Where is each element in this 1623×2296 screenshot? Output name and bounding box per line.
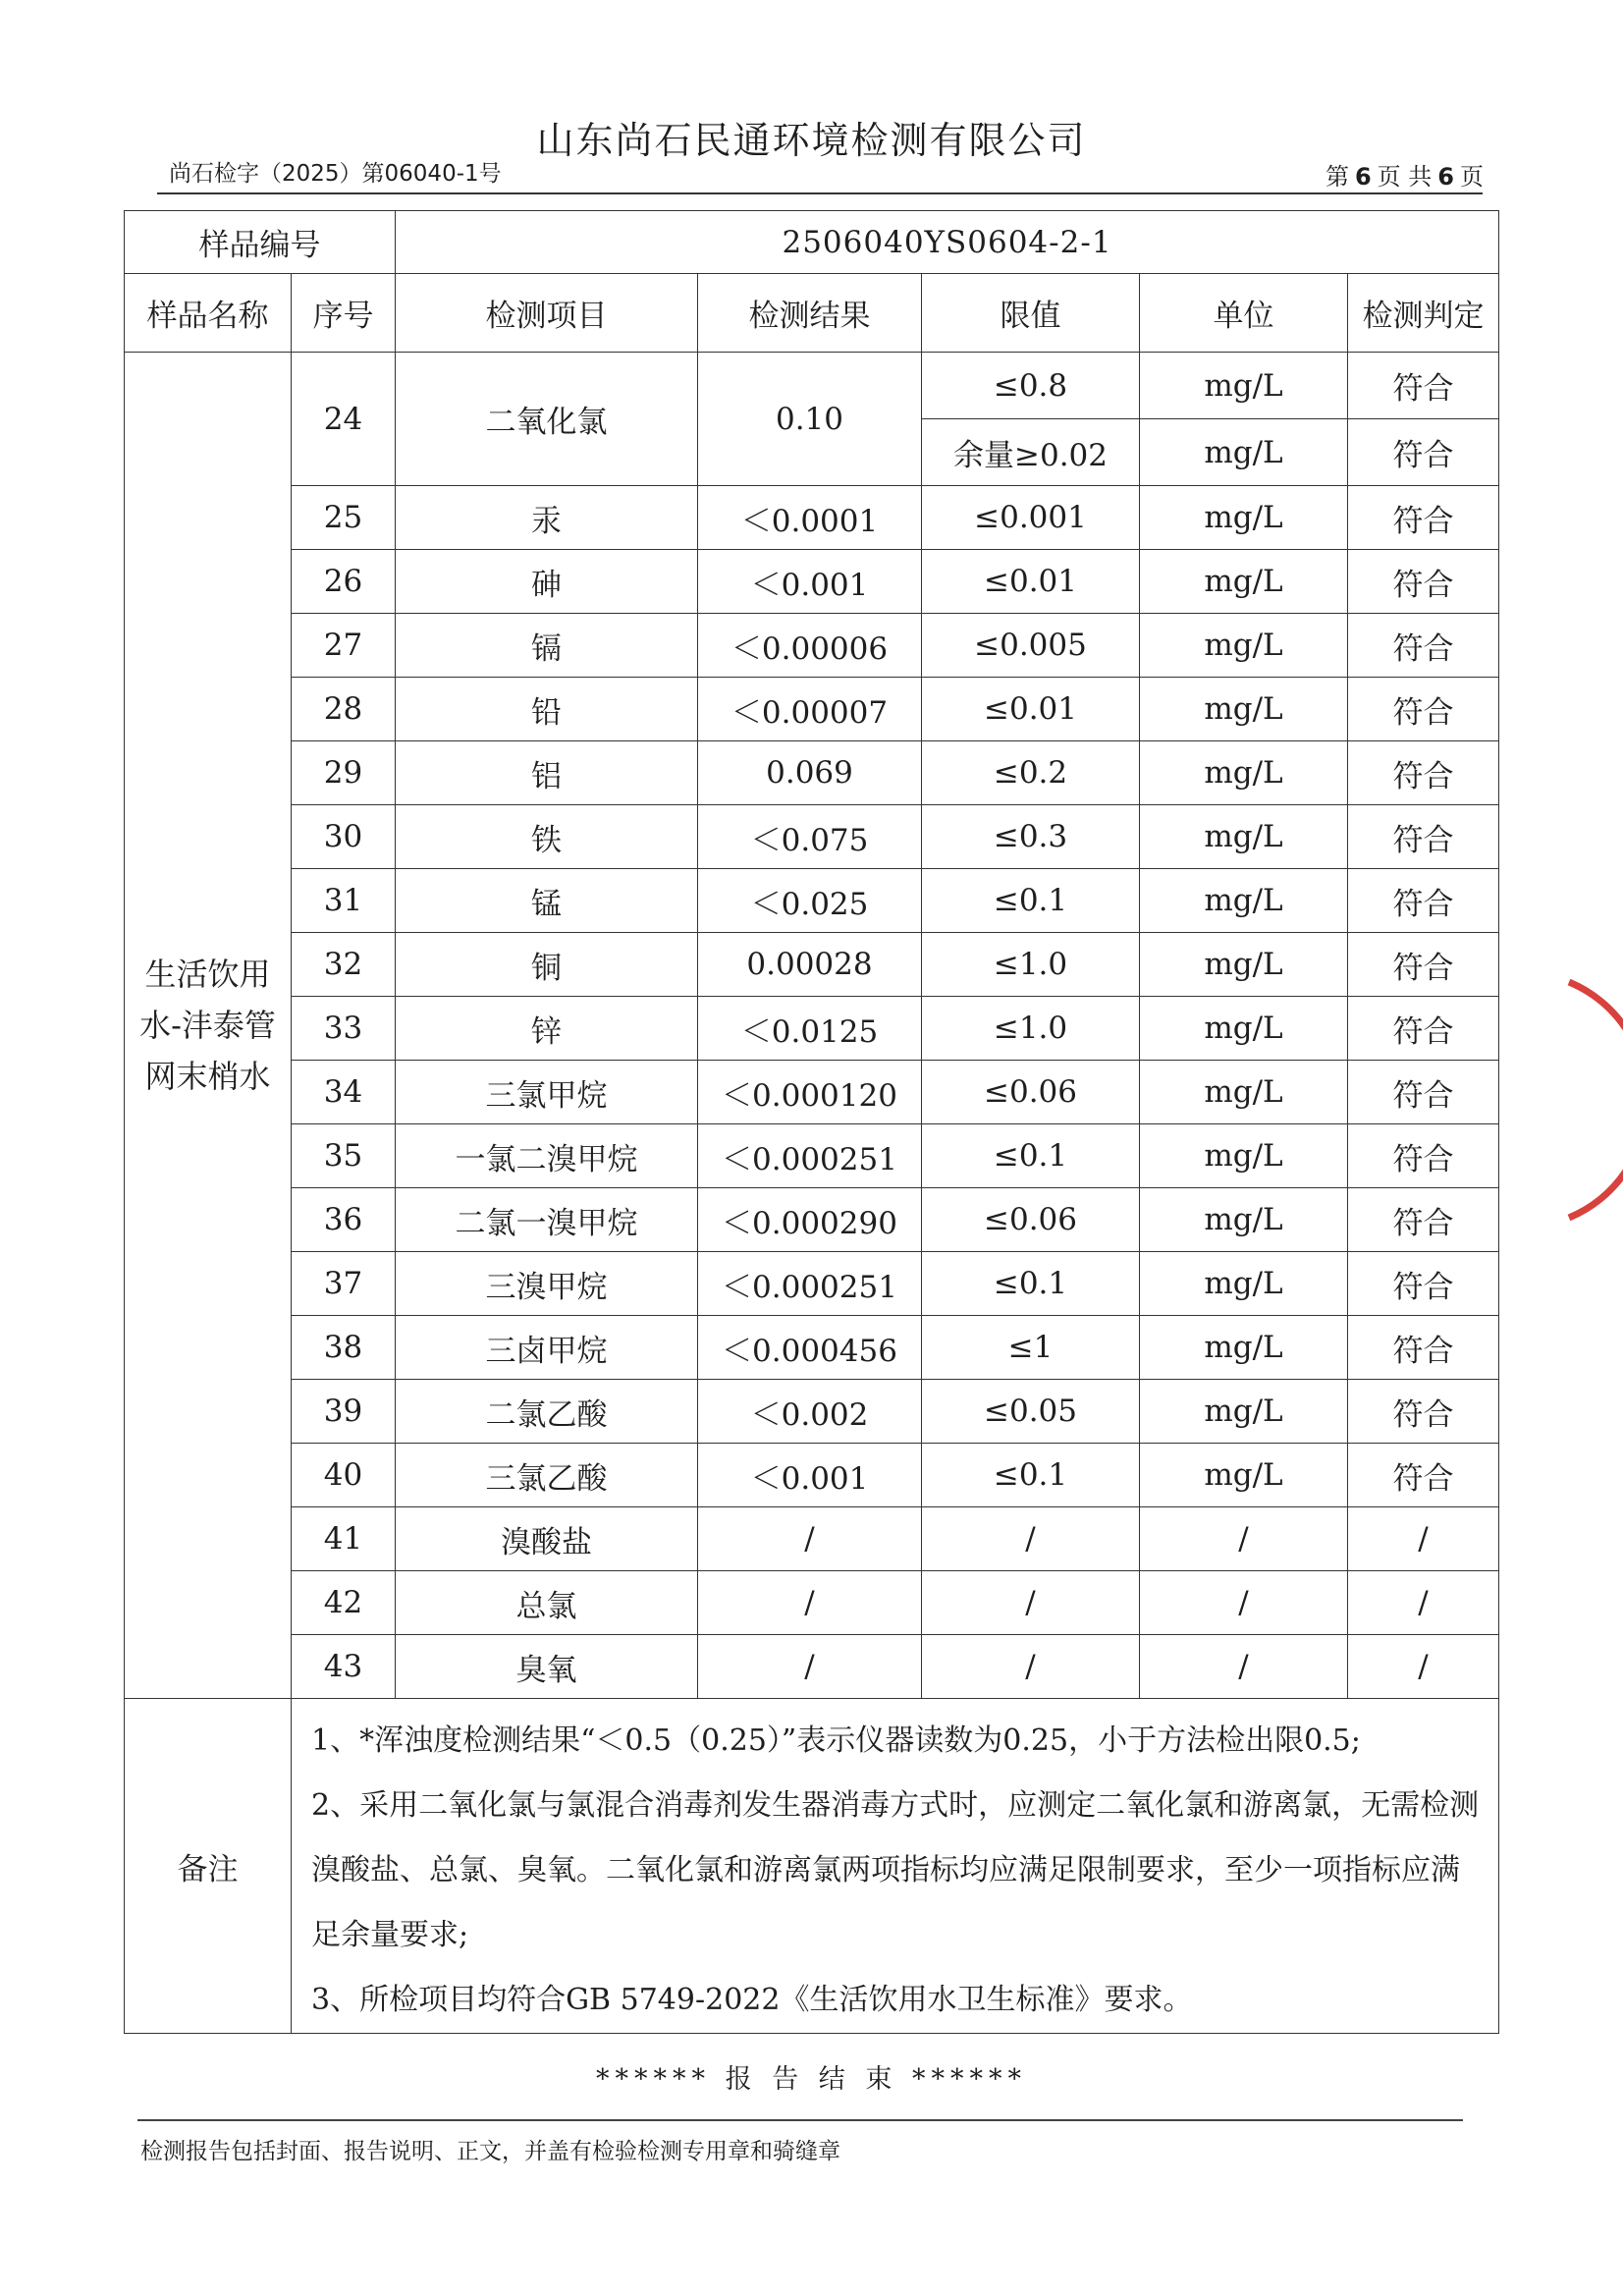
row-judgement: 符合: [1348, 1380, 1499, 1444]
results-table: [124, 210, 1499, 2034]
col-result: 检测结果: [698, 274, 922, 353]
row-judgement: 符合: [1348, 486, 1499, 550]
table-row: [125, 869, 1499, 933]
row-limit: ≤0.8: [922, 353, 1140, 419]
row-item: 一氯二溴甲烷: [396, 1124, 698, 1188]
remark-line-2: 2、采用二氧化氯与氯混合消毒剂发生器消毒方式时，应测定二氧化氯和游离氯，无需检测溴酸盐、总氯、臭氧。二氧化氯和游离氯两项指标均应满足限制要求，至少一项指标应满足余量要求;: [311, 1788, 1480, 1952]
row-unit: mg/L: [1140, 1124, 1348, 1188]
table-row: [125, 1507, 1499, 1571]
table-row: [125, 997, 1499, 1061]
row-item: 汞: [396, 486, 698, 550]
company-seal: [1559, 972, 1623, 1228]
row-item: 锌: [396, 997, 698, 1061]
remarks-content: [292, 1699, 1499, 2034]
page-total: 6: [1437, 163, 1454, 191]
table-row: [125, 486, 1499, 550]
sample-name: 生活饮用水-沣泰管网末梢水: [125, 353, 292, 1699]
table-row: [125, 614, 1499, 678]
row-unit: /: [1140, 1571, 1348, 1635]
row-limit: ≤0.01: [922, 550, 1140, 614]
table-row: [125, 353, 1499, 419]
row-seq: 26: [292, 550, 396, 614]
row-seq: 32: [292, 933, 396, 997]
row-result: ＜0.0001: [698, 486, 922, 550]
row-limit: ≤1: [922, 1316, 1140, 1380]
row-item: 砷: [396, 550, 698, 614]
row-limit: 余量≥0.02: [922, 419, 1140, 486]
row-limit: ≤0.2: [922, 741, 1140, 805]
row-seq: 37: [292, 1252, 396, 1316]
row-judgement: /: [1348, 1571, 1499, 1635]
row-unit: mg/L: [1140, 1061, 1348, 1124]
row-unit: mg/L: [1140, 1380, 1348, 1444]
row-result: ＜0.00007: [698, 678, 922, 741]
table-row: [125, 805, 1499, 869]
row-limit: ≤0.1: [922, 1444, 1140, 1507]
row-seq: 36: [292, 1188, 396, 1252]
row-unit: mg/L: [1140, 1252, 1348, 1316]
table-row: [125, 1252, 1499, 1316]
row-judgement: 符合: [1348, 1444, 1499, 1507]
table-row: [125, 933, 1499, 997]
col-sample-name: 样品名称: [125, 274, 292, 353]
row-result: ＜0.000120: [698, 1061, 922, 1124]
header-divider: [157, 192, 1483, 194]
row-result: ＜0.000251: [698, 1252, 922, 1316]
row-result: ＜0.00006: [698, 614, 922, 678]
row-seq: 34: [292, 1061, 396, 1124]
table-row: [125, 678, 1499, 741]
row-limit: ≤0.1: [922, 1252, 1140, 1316]
table-row: [125, 1188, 1499, 1252]
report-end-mark: ****** 报 告 结 束 ******: [596, 2064, 1027, 2095]
row-judgement: 符合: [1348, 997, 1499, 1061]
row-result: /: [698, 1507, 922, 1571]
row-result: ＜0.075: [698, 805, 922, 869]
page-prefix: 第: [1325, 163, 1349, 191]
row-unit: mg/L: [1140, 678, 1348, 741]
company-name: 山东尚石民通环境检测有限公司: [536, 119, 1087, 162]
row-limit: ≤0.001: [922, 486, 1140, 550]
row-item: 二氧化氯: [396, 353, 698, 486]
footer-divider: [137, 2119, 1463, 2121]
row-seq: 28: [292, 678, 396, 741]
sample-code-value: 2506040YS0604-2-1: [396, 211, 1499, 274]
row-item: 二氯乙酸: [396, 1380, 698, 1444]
table-row: [125, 1061, 1499, 1124]
row-judgement: 符合: [1348, 805, 1499, 869]
row-limit: ≤0.01: [922, 678, 1140, 741]
table-row: [125, 1380, 1499, 1444]
row-limit: /: [922, 1635, 1140, 1699]
table-row: [125, 1124, 1499, 1188]
column-header-row: [125, 274, 1499, 353]
row-result: ＜0.001: [698, 550, 922, 614]
row-seq: 24: [292, 353, 396, 486]
row-judgement: 符合: [1348, 1124, 1499, 1188]
page-suffix: 页: [1460, 163, 1484, 191]
row-unit: mg/L: [1140, 550, 1348, 614]
remarks-label: 备注: [125, 1699, 292, 2034]
row-unit: mg/L: [1140, 614, 1348, 678]
row-limit: ≤0.1: [922, 869, 1140, 933]
row-limit: ≤0.1: [922, 1124, 1140, 1188]
table-row: [125, 1635, 1499, 1699]
row-seq: 27: [292, 614, 396, 678]
table-row: [125, 1571, 1499, 1635]
row-unit: mg/L: [1140, 486, 1348, 550]
row-judgement: 符合: [1348, 678, 1499, 741]
row-seq: 40: [292, 1444, 396, 1507]
row-limit: ≤0.005: [922, 614, 1140, 678]
col-item: 检测项目: [396, 274, 698, 353]
row-judgement: 符合: [1348, 1188, 1499, 1252]
row-judgement: 符合: [1348, 614, 1499, 678]
row-result: 0.069: [698, 741, 922, 805]
row-seq: 39: [292, 1380, 396, 1444]
row-unit: mg/L: [1140, 1444, 1348, 1507]
row-result: ＜0.000456: [698, 1316, 922, 1380]
row-unit: mg/L: [1140, 353, 1348, 419]
row-item: 三卤甲烷: [396, 1316, 698, 1380]
row-item: 铁: [396, 805, 698, 869]
row-seq: 29: [292, 741, 396, 805]
row-limit: /: [922, 1571, 1140, 1635]
row-item: 二氯一溴甲烷: [396, 1188, 698, 1252]
row-unit: /: [1140, 1507, 1348, 1571]
row-result: ＜0.002: [698, 1380, 922, 1444]
row-unit: mg/L: [1140, 741, 1348, 805]
row-item: 铜: [396, 933, 698, 997]
row-limit: ≤0.06: [922, 1061, 1140, 1124]
row-item: 三溴甲烷: [396, 1252, 698, 1316]
row-item: 臭氧: [396, 1635, 698, 1699]
row-judgement: /: [1348, 1507, 1499, 1571]
col-unit: 单位: [1140, 274, 1348, 353]
col-judgement: 检测判定: [1348, 274, 1499, 353]
row-unit: mg/L: [1140, 869, 1348, 933]
row-judgement: 符合: [1348, 419, 1499, 486]
row-seq: 35: [292, 1124, 396, 1188]
row-seq: 38: [292, 1316, 396, 1380]
sample-code-row: [125, 211, 1499, 274]
page-indicator: [1325, 157, 1484, 191]
row-item: 三氯乙酸: [396, 1444, 698, 1507]
row-item: 镉: [396, 614, 698, 678]
row-item: 溴酸盐: [396, 1507, 698, 1571]
remarks-row: [125, 1699, 1499, 2034]
report-number: 尚石检字（2025）第06040-1号: [169, 161, 502, 187]
row-result: ＜0.000290: [698, 1188, 922, 1252]
row-item: 铝: [396, 741, 698, 805]
row-item: 锰: [396, 869, 698, 933]
row-judgement: 符合: [1348, 1316, 1499, 1380]
row-result: 0.00028: [698, 933, 922, 997]
row-limit: ≤0.05: [922, 1380, 1140, 1444]
seal-ring: [1569, 982, 1623, 1218]
footnote: 检测报告包括封面、报告说明、正文，并盖有检验检测专用章和骑缝章: [140, 2139, 840, 2164]
col-seq: 序号: [292, 274, 396, 353]
remark-line-1: 1、*浑浊度检测结果“＜0.5（0.25）”表示仪器读数为0.25，小于方法检出限0.5;: [311, 1723, 1361, 1758]
row-seq: 25: [292, 486, 396, 550]
row-unit: mg/L: [1140, 933, 1348, 997]
row-item: 总氯: [396, 1571, 698, 1635]
row-seq: 43: [292, 1635, 396, 1699]
table-row: [125, 1444, 1499, 1507]
row-seq: 33: [292, 997, 396, 1061]
row-judgement: 符合: [1348, 1061, 1499, 1124]
row-result: ＜0.0125: [698, 997, 922, 1061]
row-limit: ≤0.3: [922, 805, 1140, 869]
row-result: ＜0.001: [698, 1444, 922, 1507]
row-limit: ≤1.0: [922, 933, 1140, 997]
row-unit: mg/L: [1140, 997, 1348, 1061]
row-result: /: [698, 1635, 922, 1699]
table-row: [125, 741, 1499, 805]
row-item: 三氯甲烷: [396, 1061, 698, 1124]
row-unit: mg/L: [1140, 1188, 1348, 1252]
row-judgement: 符合: [1348, 741, 1499, 805]
sample-code-label: 样品编号: [125, 211, 396, 274]
remark-line-3: 3、所检项目均符合GB 5749-2022《生活饮用水卫生标准》要求。: [311, 1983, 1193, 2017]
row-judgement: 符合: [1348, 1252, 1499, 1316]
row-limit: /: [922, 1507, 1140, 1571]
table-row: [125, 1316, 1499, 1380]
row-unit: mg/L: [1140, 419, 1348, 486]
row-seq: 42: [292, 1571, 396, 1635]
row-limit: ≤0.06: [922, 1188, 1140, 1252]
row-result: 0.10: [698, 353, 922, 486]
row-seq: 41: [292, 1507, 396, 1571]
row-limit: ≤1.0: [922, 997, 1140, 1061]
row-judgement: 符合: [1348, 869, 1499, 933]
page-current: 6: [1354, 163, 1372, 191]
row-seq: 31: [292, 869, 396, 933]
page-mid: 页 共: [1377, 163, 1433, 191]
row-unit: mg/L: [1140, 805, 1348, 869]
row-item: 铅: [396, 678, 698, 741]
row-result: /: [698, 1571, 922, 1635]
row-judgement: 符合: [1348, 550, 1499, 614]
row-result: ＜0.000251: [698, 1124, 922, 1188]
row-unit: /: [1140, 1635, 1348, 1699]
row-seq: 30: [292, 805, 396, 869]
row-result: ＜0.025: [698, 869, 922, 933]
row-judgement: 符合: [1348, 353, 1499, 419]
col-limit: 限值: [922, 274, 1140, 353]
row-judgement: /: [1348, 1635, 1499, 1699]
table-row: [125, 550, 1499, 614]
row-unit: mg/L: [1140, 1316, 1348, 1380]
row-judgement: 符合: [1348, 933, 1499, 997]
